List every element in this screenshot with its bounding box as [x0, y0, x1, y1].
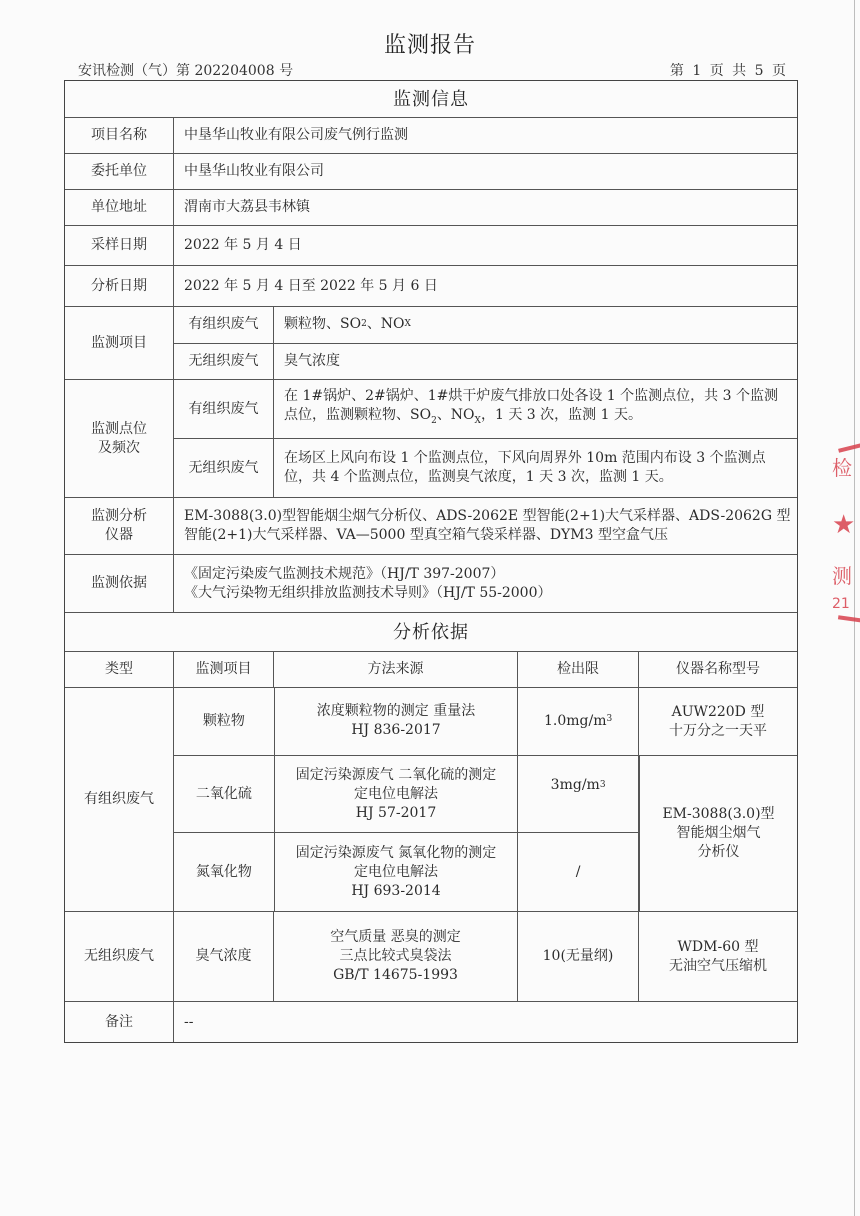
subrow-unorganized [174, 343, 797, 380]
field-label: 备注 [105, 1013, 133, 1030]
field-label: 采样日期 [91, 237, 147, 253]
instrument-line: AUW220D 型 [671, 703, 765, 720]
row-sampling-date [65, 225, 797, 265]
column-header: 方法来源 [273, 652, 517, 687]
section-header-analysis-basis [65, 612, 797, 651]
row-remarks [65, 1001, 797, 1042]
text: 、NO [436, 407, 475, 424]
method-line: 固定污染源废气 氮氧化物的测定 [295, 844, 497, 861]
official-stamp [828, 430, 860, 630]
method-line: 浓度颗粒物的测定 重量法 [316, 703, 476, 720]
method-line: GB/T 14675-1993 [333, 967, 458, 983]
instrument-cell [639, 688, 797, 755]
superscript: 3 [599, 779, 606, 790]
field-label: 项目名称 [91, 127, 147, 143]
report-title: 监测报告 [383, 33, 476, 58]
subrow-organized [174, 380, 797, 438]
row-monitoring-points [65, 379, 797, 497]
section-title: 监测信息 [393, 88, 469, 110]
limit-cell [517, 756, 638, 833]
field-value [273, 307, 797, 343]
sub-label: 有组织废气 [188, 400, 259, 417]
field-label: 委托单位 [91, 163, 147, 179]
field-label: 分析日期 [91, 277, 147, 294]
method-cell [274, 756, 517, 833]
analysis-header-row [65, 651, 797, 687]
instrument-cell [638, 912, 797, 1001]
limit-cell: / [517, 833, 638, 911]
section-header-monitoring-info [65, 81, 797, 117]
text: 、NO [366, 316, 405, 333]
instrument-line: 智能烟尘烟气 [676, 825, 761, 841]
row-monitoring-items [65, 306, 797, 379]
basis-line: 《固定污染废气监测技术规范》（HJ/T 397-2007） [184, 565, 505, 582]
label-line: 及频次 [98, 439, 140, 456]
section-title: 分析依据 [393, 621, 469, 643]
field-value: 在场区上风向布设 1 个监测点位，下风向周界外 10m 范围内布设 3 个监测点位，共 4 个监测点位，监测臭气浓度，1 天 3 次，监测 1 天。 [273, 439, 797, 497]
method-cell [274, 688, 517, 755]
label-line: 监测点位 [91, 420, 147, 437]
method-line: 空气质量 恶臭的测定 [330, 929, 461, 945]
field-label: 单位地址 [91, 199, 147, 215]
instrument-cell-shared [639, 755, 797, 911]
row-client [65, 153, 797, 189]
field-label: 监测项目 [91, 334, 147, 351]
table-row [174, 688, 638, 755]
method-line: 定电位电解法 [354, 863, 439, 880]
method-line: HJ 836-2017 [351, 722, 441, 739]
subscript: X [404, 319, 411, 330]
field-label: 监测依据 [91, 575, 147, 591]
type-cell: 无组织废气 [84, 948, 154, 964]
instrument-line: WDM-60 型 [677, 938, 759, 955]
subrow-unorganized [174, 438, 797, 497]
page-indicator: 第 1 页 共 5 页 [669, 63, 788, 79]
text: ，1 天 3 次，监测 1 天。 [480, 407, 642, 424]
field-value: 中垦华山牧业有限公司 [173, 154, 797, 189]
stamp-arc [838, 615, 860, 625]
column-header: 类型 [105, 661, 133, 677]
subscript: 2 [361, 319, 367, 330]
superscript: 3 [606, 714, 613, 724]
stamp-glyph: 21 [832, 596, 850, 612]
table-row [174, 755, 638, 833]
field-value: 臭气浓度 [273, 344, 797, 380]
item-cell: 颗粒物 [202, 712, 245, 729]
subrow-organized [174, 307, 797, 343]
method-line: HJ 57-2017 [355, 804, 437, 821]
stamp-arc [838, 439, 860, 453]
type-cell: 有组织废气 [84, 791, 154, 807]
text: 在 1#锅炉、2#锅炉、1#烘干炉废气排放口处各设 1 个监测点位，共 3 个监测点位，监测颗粒物、SO [284, 388, 778, 424]
column-header: 监测项目 [173, 652, 273, 687]
instrument-line: EM-3088(3.0)型 [662, 806, 775, 822]
report-table [64, 80, 798, 1043]
report-number: 安讯检测（气）第 202204008 号 [78, 63, 294, 79]
field-value [173, 555, 797, 612]
limit-cell: 10(无量纲) [517, 912, 638, 1001]
field-value: -- [173, 1002, 797, 1042]
method-line: 固定污染源废气 二氧化硫的测定 [295, 766, 497, 783]
table-row [65, 911, 797, 1001]
method-cell [273, 912, 517, 1001]
method-line: 三点比较式臭袋法 [339, 948, 452, 964]
row-address [65, 189, 797, 225]
item-cell: 臭气浓度 [173, 912, 273, 1001]
field-value: 渭南市大荔县韦林镇 [173, 190, 797, 225]
row-project-name [65, 117, 797, 153]
row-basis [65, 554, 797, 612]
field-label [65, 380, 173, 497]
stamp-glyph: 测 [832, 564, 852, 588]
row-analysis-date [65, 265, 797, 306]
table-row [174, 832, 638, 911]
label-line: 仪器 [105, 527, 133, 543]
column-header: 检出限 [517, 652, 638, 687]
stamp-glyph: 检 [832, 456, 852, 480]
method-cell [274, 833, 517, 911]
instrument-line: 无油空气压缩机 [669, 957, 767, 974]
field-value: 2022 年 5 月 4 日 [173, 226, 797, 265]
item-cell: 氮氧化物 [195, 863, 252, 880]
stamp-star-icon: ★ [832, 510, 856, 540]
field-value: 2022 年 5 月 4 日至 2022 年 5 月 6 日 [173, 266, 797, 306]
label-line: 监测分析 [91, 508, 147, 524]
method-line: 定电位电解法 [354, 785, 439, 802]
limit-cell [517, 688, 638, 755]
row-instruments [65, 497, 797, 554]
subscript: X [474, 415, 481, 426]
field-value: 中垦华山牧业有限公司废气例行监测 [173, 118, 797, 153]
instrument-line: 分析仪 [697, 844, 740, 860]
limit-value: 1.0mg/m [544, 712, 607, 729]
column-header: 仪器名称型号 [638, 652, 797, 687]
field-value: EM-3088(3.0)型智能烟尘烟气分析仪、ADS-2062E 型智能(2+1)大气采样器、ADS-2062G 型智能(2+1)大气采样器、VA—5000 型真空箱气袋采样器、DYM3 型空盒气压 [173, 498, 797, 554]
instrument-line: 十万分之一天平 [669, 722, 767, 739]
sub-label: 有组织废气 [188, 316, 259, 333]
basis-line: 《大气污染物无组织排放监测技术导则》（HJ/T 55-2000） [184, 584, 552, 601]
text: 颗粒物、SO [284, 316, 362, 333]
sub-label: 无组织废气 [188, 459, 259, 476]
sub-label: 无组织废气 [188, 352, 259, 369]
field-label [65, 498, 173, 554]
subscript: 2 [431, 415, 437, 426]
item-cell: 二氧化硫 [195, 785, 252, 802]
limit-value: 3mg/m [550, 776, 600, 793]
method-line: HJ 693-2014 [351, 882, 441, 899]
field-value [273, 380, 797, 438]
analysis-organized-block [65, 687, 797, 911]
